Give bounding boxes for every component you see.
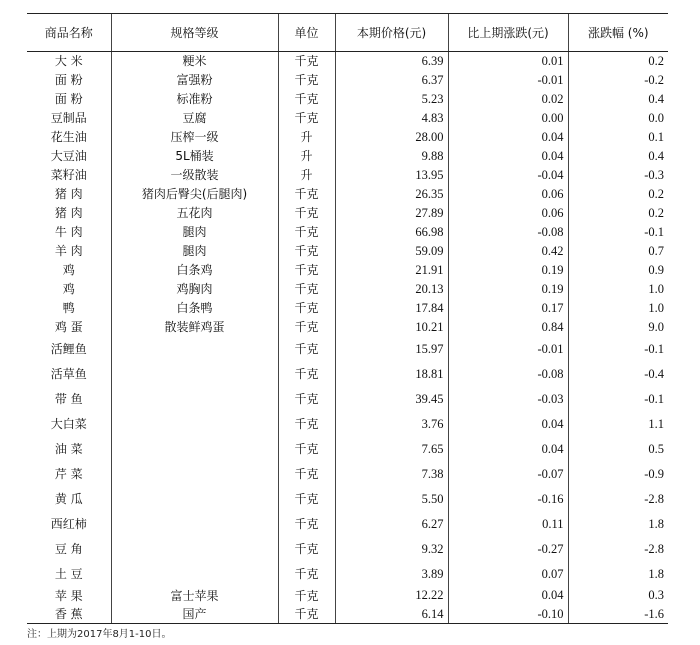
unit-cell: 升	[278, 166, 335, 185]
footnote: 注：上期为2017年8月1-10日。	[27, 629, 172, 640]
change-percent-cell: -1.6	[568, 605, 668, 624]
change-cell: -0.08	[448, 362, 568, 387]
current-price-cell: 6.37	[335, 71, 448, 90]
table-row	[27, 437, 668, 462]
spec-grade-cell: 5L桶装	[111, 147, 278, 166]
spec-grade-cell: 一级散装	[111, 166, 278, 185]
current-price-cell: 27.89	[335, 204, 448, 223]
unit-cell: 千克	[278, 280, 335, 299]
table-row	[27, 337, 668, 362]
table-row	[27, 147, 668, 166]
unit-cell: 千克	[278, 487, 335, 512]
current-price-cell: 18.81	[335, 362, 448, 387]
spec-grade-cell: 国产	[111, 605, 278, 624]
change-percent-cell: -2.8	[568, 537, 668, 562]
unit-cell: 千克	[278, 242, 335, 261]
product-name-cell: 鸡 蛋	[54, 320, 83, 334]
change-cell: -0.07	[448, 462, 568, 487]
current-price-cell: 66.98	[335, 223, 448, 242]
table-row	[27, 280, 668, 299]
change-percent-cell: -0.9	[568, 462, 668, 487]
table-row	[27, 90, 668, 109]
change-cell: 0.04	[448, 412, 568, 437]
product-name-cell: 羊 肉	[54, 244, 83, 258]
table-row	[27, 587, 668, 605]
product-name-cell: 苹 果	[54, 588, 83, 603]
change-cell: 0.06	[448, 204, 568, 223]
spec-grade-cell	[111, 537, 278, 562]
change-percent-cell: 0.5	[568, 437, 668, 462]
change-cell: -0.03	[448, 387, 568, 412]
change-percent-cell: 0.0	[568, 109, 668, 128]
spec-grade-cell: 散装鲜鸡蛋	[111, 318, 278, 337]
change-percent-cell: -0.3	[568, 166, 668, 185]
product-name-cell: 面 粉	[54, 73, 83, 87]
change-cell: 0.07	[448, 562, 568, 587]
product-name-cell: 牛 肉	[54, 225, 83, 239]
table-row	[27, 537, 668, 562]
spec-grade-cell	[111, 487, 278, 512]
product-name-cell: 大豆油	[50, 149, 87, 163]
table-row	[27, 261, 668, 280]
current-price-cell: 15.97	[335, 337, 448, 362]
unit-cell: 千克	[278, 52, 335, 71]
change-cell: 0.11	[448, 512, 568, 537]
product-name-cell: 豆制品	[50, 111, 87, 125]
unit-cell: 千克	[278, 204, 335, 223]
table-row	[27, 204, 668, 223]
change-cell: 0.00	[448, 109, 568, 128]
change-cell: 0.01	[448, 52, 568, 71]
change-cell: 0.19	[448, 261, 568, 280]
spec-grade-cell	[111, 387, 278, 412]
current-price-cell: 12.22	[335, 587, 448, 605]
table-row	[27, 242, 668, 261]
current-price-cell: 28.00	[335, 128, 448, 147]
product-name-cell: 油 菜	[54, 442, 83, 456]
change-percent-cell: 0.4	[568, 147, 668, 166]
table-row	[27, 412, 668, 437]
table-row	[27, 387, 668, 412]
change-percent-cell: 1.8	[568, 562, 668, 587]
unit-cell: 千克	[278, 261, 335, 280]
unit-cell: 千克	[278, 318, 335, 337]
unit-cell: 千克	[278, 90, 335, 109]
product-name-cell: 带 鱼	[54, 392, 83, 406]
unit-cell: 千克	[278, 71, 335, 90]
change-cell: 0.04	[448, 587, 568, 605]
spec-grade-cell: 粳米	[111, 52, 278, 71]
current-price-cell: 26.35	[335, 185, 448, 204]
unit-cell: 千克	[278, 185, 335, 204]
table-header	[27, 14, 668, 52]
unit-cell: 千克	[278, 362, 335, 387]
change-cell: 0.04	[448, 128, 568, 147]
spec-grade-cell: 鸡胸肉	[111, 280, 278, 299]
unit-cell: 升	[278, 147, 335, 166]
table-row	[27, 223, 668, 242]
unit-cell: 千克	[278, 337, 335, 362]
change-percent-cell: 1.0	[568, 299, 668, 318]
spec-grade-cell	[111, 412, 278, 437]
product-name-cell: 鸭	[62, 301, 75, 315]
spec-grade-cell	[111, 437, 278, 462]
spec-grade-cell: 腿肉	[111, 242, 278, 261]
spec-grade-cell: 富强粉	[111, 71, 278, 90]
change-cell: -0.01	[448, 71, 568, 90]
change-percent-cell: 0.2	[568, 52, 668, 71]
header-current-price: 本期价格(元)	[335, 14, 448, 52]
header-product-name: 商品名称	[27, 14, 111, 52]
current-price-cell: 9.88	[335, 147, 448, 166]
table-row	[27, 109, 668, 128]
current-price-cell: 6.14	[335, 605, 448, 624]
product-name-cell: 芹 菜	[54, 467, 83, 481]
product-name-cell: 黄 瓜	[54, 492, 83, 506]
change-percent-cell: -0.2	[568, 71, 668, 90]
header-unit: 单位	[278, 14, 335, 52]
table-row	[27, 487, 668, 512]
change-percent-cell: -0.1	[568, 223, 668, 242]
table-row	[27, 71, 668, 90]
change-percent-cell: 0.4	[568, 90, 668, 109]
spec-grade-cell	[111, 337, 278, 362]
product-name-cell: 土 豆	[54, 567, 83, 581]
spec-grade-cell: 压榨一级	[111, 128, 278, 147]
unit-cell: 升	[278, 128, 335, 147]
change-percent-cell: -2.8	[568, 487, 668, 512]
table-row	[27, 166, 668, 185]
unit-cell: 千克	[278, 387, 335, 412]
current-price-cell: 5.50	[335, 487, 448, 512]
change-cell: 0.02	[448, 90, 568, 109]
table-row	[27, 299, 668, 318]
table-body	[27, 52, 668, 624]
spec-grade-cell: 标准粉	[111, 90, 278, 109]
current-price-cell: 3.76	[335, 412, 448, 437]
change-percent-cell: -0.4	[568, 362, 668, 387]
spec-grade-cell	[111, 362, 278, 387]
table-row	[27, 605, 668, 624]
product-name-cell: 面 粉	[54, 92, 83, 106]
change-cell: -0.27	[448, 537, 568, 562]
product-name-cell: 菜籽油	[50, 168, 87, 182]
change-percent-cell: 9.0	[568, 318, 668, 337]
table-row	[27, 512, 668, 537]
current-price-cell: 9.32	[335, 537, 448, 562]
change-cell: 0.04	[448, 437, 568, 462]
unit-cell: 千克	[278, 437, 335, 462]
spec-grade-cell: 白条鸡	[111, 261, 278, 280]
spec-grade-cell: 腿肉	[111, 223, 278, 242]
price-table	[27, 13, 668, 624]
change-cell: -0.16	[448, 487, 568, 512]
change-percent-cell: 1.1	[568, 412, 668, 437]
spec-grade-cell: 白条鸭	[111, 299, 278, 318]
change-cell: 0.06	[448, 185, 568, 204]
product-name-cell: 猪 肉	[54, 206, 83, 220]
unit-cell: 千克	[278, 587, 335, 605]
table-row	[27, 52, 668, 71]
current-price-cell: 20.13	[335, 280, 448, 299]
header-change: 比上期涨跌(元)	[448, 14, 568, 52]
header-spec-grade: 规格等级	[111, 14, 278, 52]
change-cell: -0.04	[448, 166, 568, 185]
change-cell: -0.10	[448, 605, 568, 624]
spec-grade-cell: 五花肉	[111, 204, 278, 223]
change-cell: -0.08	[448, 223, 568, 242]
change-percent-cell: 0.2	[568, 185, 668, 204]
table-row	[27, 185, 668, 204]
table-row	[27, 562, 668, 587]
current-price-cell: 17.84	[335, 299, 448, 318]
change-cell: -0.01	[448, 337, 568, 362]
current-price-cell: 6.27	[335, 512, 448, 537]
product-name-cell: 大白菜	[50, 417, 87, 431]
spec-grade-cell	[111, 512, 278, 537]
change-cell: 0.19	[448, 280, 568, 299]
current-price-cell: 6.39	[335, 52, 448, 71]
current-price-cell: 4.83	[335, 109, 448, 128]
current-price-cell: 3.89	[335, 562, 448, 587]
change-percent-cell: -0.1	[568, 387, 668, 412]
unit-cell: 千克	[278, 562, 335, 587]
product-name-cell: 香 蕉	[27, 605, 111, 624]
table-row	[27, 462, 668, 487]
table-row	[27, 362, 668, 387]
change-percent-cell: 0.1	[568, 128, 668, 147]
current-price-cell: 7.38	[335, 462, 448, 487]
product-name-cell: 活鲤鱼	[50, 342, 87, 356]
change-percent-cell: -0.1	[568, 337, 668, 362]
current-price-cell: 10.21	[335, 318, 448, 337]
product-name-cell: 活草鱼	[50, 367, 87, 381]
product-name-cell: 鸡	[62, 263, 75, 277]
current-price-cell: 13.95	[335, 166, 448, 185]
current-price-cell: 21.91	[335, 261, 448, 280]
product-name-cell: 大 米	[54, 54, 83, 69]
product-name-cell: 西红柿	[50, 517, 87, 531]
change-percent-cell: 0.3	[568, 587, 668, 605]
current-price-cell: 7.65	[335, 437, 448, 462]
change-cell: 0.04	[448, 147, 568, 166]
unit-cell: 千克	[278, 605, 335, 624]
spec-grade-cell: 富士苹果	[111, 587, 278, 605]
spec-grade-cell: 猪肉后臀尖(后腿肉)	[111, 185, 278, 204]
header-row	[27, 14, 668, 52]
product-name-cell: 鸡	[62, 282, 75, 296]
change-percent-cell: 1.0	[568, 280, 668, 299]
unit-cell: 千克	[278, 512, 335, 537]
current-price-cell: 59.09	[335, 242, 448, 261]
change-cell: 0.17	[448, 299, 568, 318]
unit-cell: 千克	[278, 537, 335, 562]
unit-cell: 千克	[278, 223, 335, 242]
change-cell: 0.42	[448, 242, 568, 261]
product-name-cell: 花生油	[50, 130, 87, 144]
current-price-cell: 5.23	[335, 90, 448, 109]
table-row	[27, 318, 668, 337]
table-row	[27, 128, 668, 147]
change-cell: 0.84	[448, 318, 568, 337]
spec-grade-cell	[111, 562, 278, 587]
current-price-cell: 39.45	[335, 387, 448, 412]
spec-grade-cell	[111, 462, 278, 487]
change-percent-cell: 1.8	[568, 512, 668, 537]
unit-cell: 千克	[278, 299, 335, 318]
price-table-container	[27, 13, 668, 624]
spec-grade-cell: 豆腐	[111, 109, 278, 128]
unit-cell: 千克	[278, 412, 335, 437]
change-percent-cell: 0.9	[568, 261, 668, 280]
product-name-cell: 猪 肉	[54, 187, 83, 201]
change-percent-cell: 0.2	[568, 204, 668, 223]
header-change-percent: 涨跌幅 (%)	[568, 14, 668, 52]
unit-cell: 千克	[278, 109, 335, 128]
unit-cell: 千克	[278, 462, 335, 487]
change-percent-cell: 0.7	[568, 242, 668, 261]
product-name-cell: 豆 角	[54, 542, 83, 556]
